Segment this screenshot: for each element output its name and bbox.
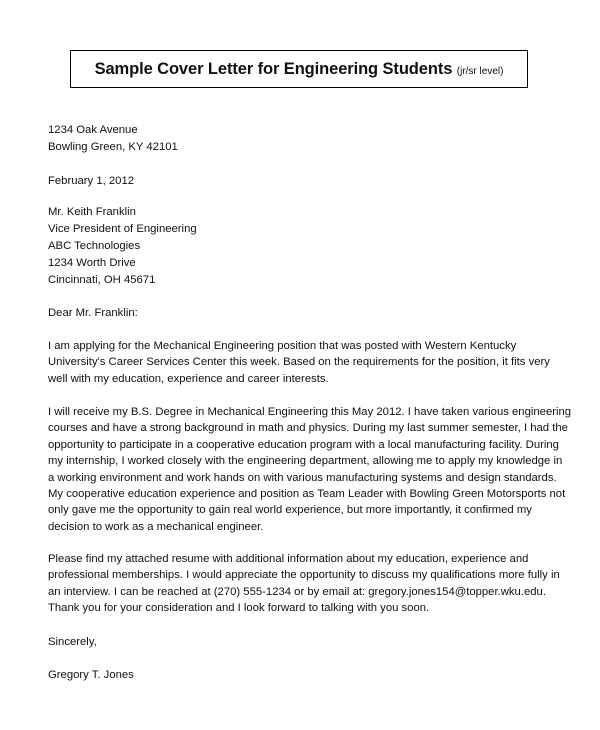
recipient-address-line: ABC Technologies [48,240,141,252]
sender-address-line: Bowling Green, KY 42101 [48,141,178,153]
paragraph-3-line: Thank you for your consideration and I look forward to talking with you soon. [48,602,430,615]
paragraph-2-line: opportunity to participate in a cooperative education program with a local manufacturing facility. During [48,438,559,451]
paragraph-1-line: I am applying for the Mechanical Engineering position that was posted with Western Kentucky [48,340,517,352]
paragraph-2-line: my internship, I worked closely with the engineering department, allowing me to apply my knowledge in [48,455,563,468]
paragraph-2-line: I will receive my B.S. Degree in Mechanical Engineering this May 2012. I have taken various engineering [48,406,572,418]
paragraph-3-line: an interview. I can be reached at (270) 555-1234 or by email at: gregory.jones154@topper.wku.edu. [48,585,546,598]
recipient-address-line: Cincinnati, OH 45671 [48,274,156,286]
paragraph-2-line: only gave me the opportunity to gain real world experience, but more importantly, it confirmed my [48,504,532,517]
title-box [70,50,528,88]
document-title: Sample Cover Letter for Engineering Students [94,60,453,78]
paragraph-1-line: University's Career Services Center this week. Based on the requirements for the position, it fits very [48,356,550,369]
paragraph-2-line: decision to work as a mechanical engineer. [48,520,264,533]
paragraph-2-line: My cooperative education experience and position as Team Leader with Bowling Green Motorsports not [48,488,566,500]
paragraph-3-line: professional memberships. I would appreciate the opportunity to discuss my qualifications more fully in [48,569,560,582]
paragraph-2-line: a working environment and work hands on with various manufacturing systems and design standards. [48,471,557,484]
sender-address-line: 1234 Oak Avenue [48,124,138,136]
letter-date: February 1, 2012 [48,175,135,187]
salutation: Dear Mr. Franklin: [48,307,138,319]
signature-name: Gregory T. Jones [48,669,134,681]
paragraph-3-line: Please find my attached resume with additional information about my education, experience and [48,553,529,565]
paragraph-2-line: courses and have a strong background in math and physics. During my last summer semester, I had the [48,422,568,435]
recipient-address-line: Vice President of Engineering [48,223,197,235]
paragraph-1-line: well with my education, experience and career interests. [48,372,329,385]
document-subtitle: (jr/sr level) [456,66,504,77]
recipient-address-line: Mr. Keith Franklin [48,206,136,218]
recipient-address-line: 1234 Worth Drive [48,257,136,269]
closing: Sincerely, [48,636,97,648]
